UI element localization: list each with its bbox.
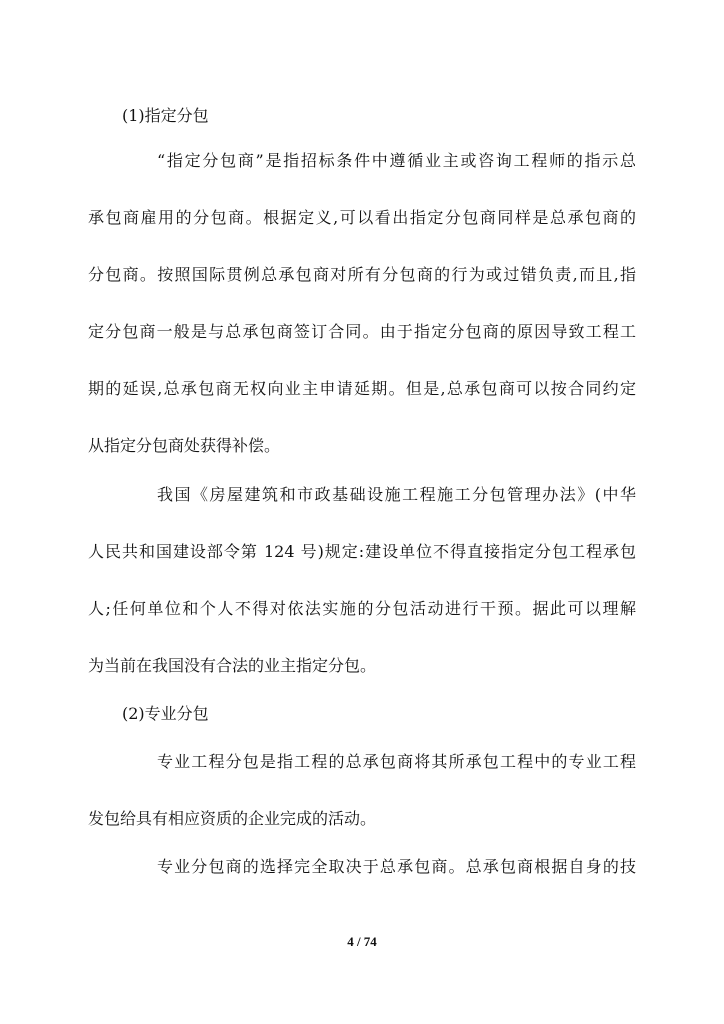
paragraph-line: 从指定分包商处获得补偿。 <box>88 436 281 455</box>
paragraph-line: 分包商。按照国际贯例总承包商对所有分包商的行为或过错负责,而且,指 <box>88 265 636 284</box>
paragraph-line: “指定分包商”是指招标条件中遵循业主或咨询工程师的指示总 <box>157 151 636 170</box>
paragraph-line: 我国《房屋建筑和市政基础设施工程施工分包管理办法》(中华 <box>157 485 636 504</box>
paragraph-line: 专业工程分包是指工程的总承包商将其所承包工程中的专业工程 <box>157 752 636 771</box>
paragraph-line: 为当前在我国没有合法的业主指定分包。 <box>88 656 377 675</box>
paragraph-line: 专业分包商的选择完全取决于总承包商。总承包商根据自身的技 <box>157 857 636 876</box>
page-number: 4 / 74 <box>347 934 377 949</box>
paragraph-line: 人民共和国建设部令第 124 号)规定:建设单位不得直接指定分包工程承包 <box>88 542 636 561</box>
paragraph-line: 人;任何单位和个人不得对依法实施的分包活动进行干预。据此可以理解 <box>88 599 636 618</box>
paragraph-line: 承包商雇用的分包商。根据定义,可以看出指定分包商同样是总承包商的 <box>88 208 636 227</box>
paragraph-line: 定分包商一般是与总承包商签订合同。由于指定分包商的原因导致工程工 <box>88 322 636 341</box>
paragraph-line: 发包给具有相应资质的企业完成的活动。 <box>88 809 377 828</box>
paragraph-line: 期的延误,总承包商无权向业主申请延期。但是,总承包商可以按合同约定 <box>88 379 636 398</box>
section-heading-2: (2)专业分包 <box>122 704 209 723</box>
section-heading-1: (1)指定分包 <box>122 106 209 125</box>
